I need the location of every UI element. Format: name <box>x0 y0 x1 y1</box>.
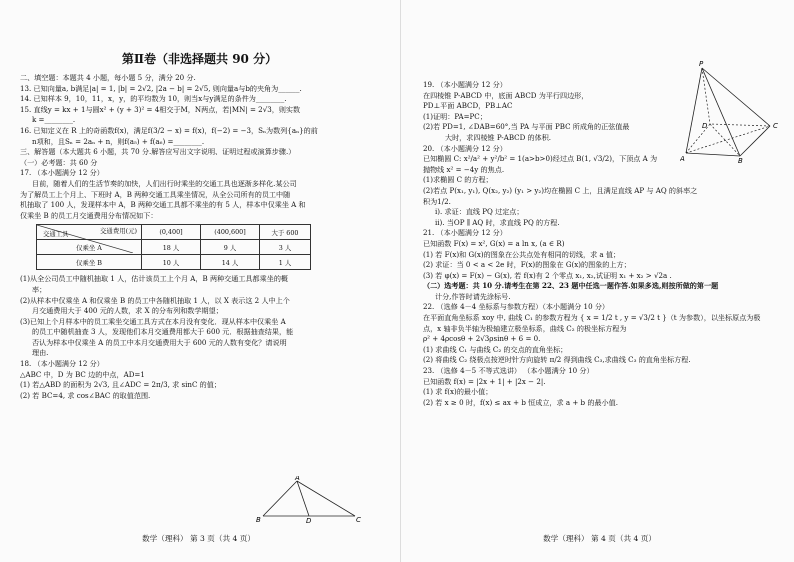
vertex-label: C <box>773 122 778 130</box>
question-22-text: 点，x 轴非负半轴为极轴建立极坐标系，曲线 C₂ 的极坐标方程为 <box>423 323 627 333</box>
question-17-part-1-cont: 率； <box>32 284 47 294</box>
pyramid-figure <box>680 58 785 163</box>
median-ad <box>297 481 309 516</box>
question-20-sub-ii: ⅱ). 当OP ∥ AQ 时，求直线 PQ 的方程. <box>435 217 560 227</box>
question-21-part-3: (3) 若 φ(x) = F(x) − G(x), 若 f(x)有 2 个零点 x₁, x₂,试证明 x₁ + x₂ > √2a . <box>423 270 672 280</box>
question-23-text: 已知函数 f(x) = |2x + 1| + |2x − 2|. <box>423 376 546 386</box>
question-17-text: 机抽取了 100 人，发现样本中 A，B 两种交通工具都不乘坐的有 5 人，样本中仅乘坐 A 和 <box>20 200 306 210</box>
corner-bottom-label: 交通工具 <box>43 230 69 239</box>
question-20-text: 抛物线 x² = −4y 的焦点. <box>423 164 505 174</box>
question-17-part-3-cont: 否认为样本中仅乘坐 A 的员工中本月交通费用大于 600 元的人数有变化？请说明 <box>32 337 287 347</box>
edge-pa <box>686 68 702 153</box>
question-18-header: 18. （本小题满分 12 分） <box>20 359 104 369</box>
question-21-header: 21. （本小题满分 12 分） <box>423 228 507 238</box>
page-footer: 数学（理科） 第 3 页（共 4 页） <box>142 534 255 543</box>
table-header-cell: 大于 600 <box>260 225 311 240</box>
question-22-header: 22. （选修 4－4 坐标系与参数方程）（本小题满分 10 分） <box>423 302 610 312</box>
question-17-part-3-cont: 理由. <box>32 348 49 358</box>
edge-pb <box>702 68 740 156</box>
fare-table <box>36 224 311 270</box>
question-20-header: 20. （本小题满分 12 分） <box>423 143 507 153</box>
table-cell: 10 人 <box>142 255 201 270</box>
question-16-cont: n项和，且Sₙ = 2aₙ + n，则f(a₅) + f(a₆) =________. <box>32 136 205 146</box>
section-title: 第Ⅱ卷（非选择题共 90 分） <box>121 52 278 66</box>
question-20-text: 已知椭圆 C: x²/a² + y²/b² = 1(a>b>0)经过点 B(1, √3/2)，下顶点 A 为 <box>423 154 658 164</box>
page-footer: 数学（理科） 第 4 页（共 4 页） <box>543 534 656 543</box>
question-22-part-2: (2) 将曲线 C₂ 绕极点按逆时针方向旋转 π/2 得到曲线 C₃,求曲线 C₃ 的直角坐标方程. <box>423 355 691 365</box>
required-heading: （一）必考题：共 60 分 <box>20 157 98 167</box>
question-17-part-2: (2)从样本中仅乘坐 A 和仅乘坐 B 的员工中各随机抽取 1 人，以 X 表示这 2 人中上个 <box>20 295 290 305</box>
vertex-label: A <box>680 155 685 163</box>
question-19-part-2: (2)若 PD=1, ∠DAB=60°,当 PA 与平面 PBC 所成角的正弦值最 <box>423 122 630 132</box>
question-15: 15. 直线y = kx + 1与圆x² + (y + 3)² = 4相交于M，N两点，若|MN| = 2√3，则实数 <box>20 104 301 114</box>
question-19-header: 19. （本小题满分 12 分） <box>423 80 507 89</box>
edge-ab <box>263 481 297 516</box>
question-20-sub-i: ⅰ). 求证：直线 PQ 过定点； <box>435 207 524 217</box>
table-row-label: 仅乘坐 B <box>37 255 142 270</box>
elective-heading-cont: 计分,作答时请先涂标号. <box>435 291 511 301</box>
question-17-part-3-cont: 的员工中随机抽查 3 人，发现他们本月交通费用都大于 600 元．根据抽查结果，能 <box>32 327 294 337</box>
table-corner-cell <box>37 225 142 240</box>
question-14: 14. 已知样本 9，10，11，x，y，的平均数为 10，则当x与y满足的条件为________. <box>20 94 287 104</box>
table-cell: 1 人 <box>260 255 311 270</box>
table-row-label: 仅乘坐 A <box>37 240 142 255</box>
question-18-text: △ABC 中，D 为 BC 边的中点，AD=1 <box>20 369 145 379</box>
question-16: 16. 已知定义在 R 上的奇函数f(x)，满足f(3/2 − x) = f(x)，f(−2) = −3，Sₙ为数列{aₙ}的前 <box>20 125 318 135</box>
table-row <box>37 255 311 270</box>
edge-cd <box>710 124 770 126</box>
question-19-part-2-cont: 大时，求四棱锥 P-ABCD 的体积. <box>445 132 552 142</box>
question-22-part-1: (1) 求曲线 C₁ 与曲线 C₂ 的交点的直角坐标； <box>423 344 568 354</box>
question-20-part-2-cont: 积为1/2. <box>423 196 451 206</box>
question-17-text: 仅乘坐 B 的员工月交通费用分布情况如下： <box>20 210 158 220</box>
question-19-text: PD⊥平面 ABCD，PB⊥AC <box>423 101 513 111</box>
edge-pc <box>702 68 770 126</box>
question-19-text: 在四棱锥 P-ABCD 中，底面 ABCD 为平行四边形， <box>423 90 589 100</box>
question-17-header: 17. （本小题满分 12 分） <box>20 168 104 178</box>
question-21-part-2: (2) 求证：当 0 < a < 2e 时，F(x)的图象在 G(x)的图象的上方； <box>423 260 631 270</box>
question-22-text: 在平面直角坐标系 xoy 中, 曲线 C₁ 的参数方程为 { x = 1/2 t , y = √3/2 t }（t 为参数），以坐标原点为极 <box>423 313 761 323</box>
question-17-text: 为了解员工上个月上、下班时 A，B 两种交通工具乘坐情况，从全公司所有的员工中随 <box>20 189 291 199</box>
triangle-figure <box>255 476 365 524</box>
vertex-label: P <box>699 60 704 68</box>
question-18-part-2: (2) 若 BC=4, 求 cos∠BAC 的取值范围. <box>20 390 151 400</box>
table-cell: 14 人 <box>201 255 260 270</box>
edge-ab <box>686 153 740 156</box>
question-18-part-1: (1) 若△ABD 的面积为 2√3, 且∠ADC = 2π/3, 求 sinC 的值； <box>20 380 221 390</box>
table-cell: 18 人 <box>142 240 201 255</box>
question-17-part-2-cont: 月交通费用大于 400 元的人数，求 X 的分布列和数学期望； <box>32 306 223 316</box>
vertex-label: B <box>738 157 743 163</box>
page-divider <box>400 0 401 562</box>
question-23-header: 23. （选修 4－5 不等式选讲） （本小题满分 10 分） <box>423 366 594 376</box>
fill-blank-heading: 二、填空题：本题共 4 小题，每小题 5 分，满分 20 分. <box>20 73 196 82</box>
question-22-equation: ρ² + 4ρcosθ + 2√3ρsinθ + 6 = 0. <box>423 334 541 344</box>
edge-ac <box>297 481 355 516</box>
question-20-part-1: (1)求椭圆 C 的方程； <box>423 175 493 185</box>
corner-top-label: 交通费用(元) <box>100 227 137 236</box>
question-21-part-1: (1) 若 F(x)和 G(x)的图象在公共点处有相同的切线，求 a 值； <box>423 249 621 259</box>
question-23-part-2: (2) 若 x ≥ 0 时，f(x) ≤ ax + b 恒成立，求 a + b 的最小值. <box>423 397 618 407</box>
question-21-text: 已知函数 F(x) = x², G(x) = a ln x, (a ∈ R) <box>423 238 565 248</box>
vertex-label: D <box>306 517 312 524</box>
vertex-label: C <box>356 516 361 524</box>
answer-section-heading: 三、解答题（本大题共 6 小题，共 70 分.解答应写出文字说明、证明过程或演算步骤.） <box>20 147 296 157</box>
table-cell: 9 人 <box>201 240 260 255</box>
vertex-label: B <box>256 516 261 524</box>
diagonal-bd <box>710 124 740 156</box>
question-19-part-1: (1)证明：PA=PC； <box>423 111 487 121</box>
elective-heading: （二）选考题：共 10 分.请考生在第 22、23 题中任选一题作答.如果多选,则按所做的第一题 <box>423 281 719 291</box>
table-header-cell: (0,400] <box>142 225 201 240</box>
question-17-text: 目前，随着人们的生活节奏的加快，人们出行时乘坐的交通工具也逐渐多样化.某公司 <box>32 178 297 188</box>
vertex-label: D <box>702 122 708 130</box>
diagonal-ac <box>686 126 770 153</box>
question-23-part-1: (1) 求 f(x)的最小值； <box>423 387 493 397</box>
vertex-label: A <box>295 476 300 482</box>
question-17-part-3: (3)已知上个月样本中的员工乘坐交通工具方式在本月没有变化．现从样本中仅乘坐 A <box>20 316 286 326</box>
table-header-cell: (400,600] <box>201 225 260 240</box>
question-15-cont: k =________. <box>32 115 76 125</box>
question-13: 13. 已知向量a, b满足|a| = 1, |b| = 2√2, |2a − b| = 2√5, 则向量a与b的夹角为______. <box>20 83 302 93</box>
table-cell: 3 人 <box>260 240 311 255</box>
question-17-part-1: (1)从全公司员工中随机抽取 1 人，估计该员工上个月 A，B 两种交通工具都乘坐的概 <box>20 274 289 284</box>
question-20-part-2: (2)若点 P(x₁, y₁), Q(x₂, y₂) (y₁ > y₂)均在椭圆 C 上，且满足直线 AP 与 AQ 的斜率之 <box>423 185 698 195</box>
